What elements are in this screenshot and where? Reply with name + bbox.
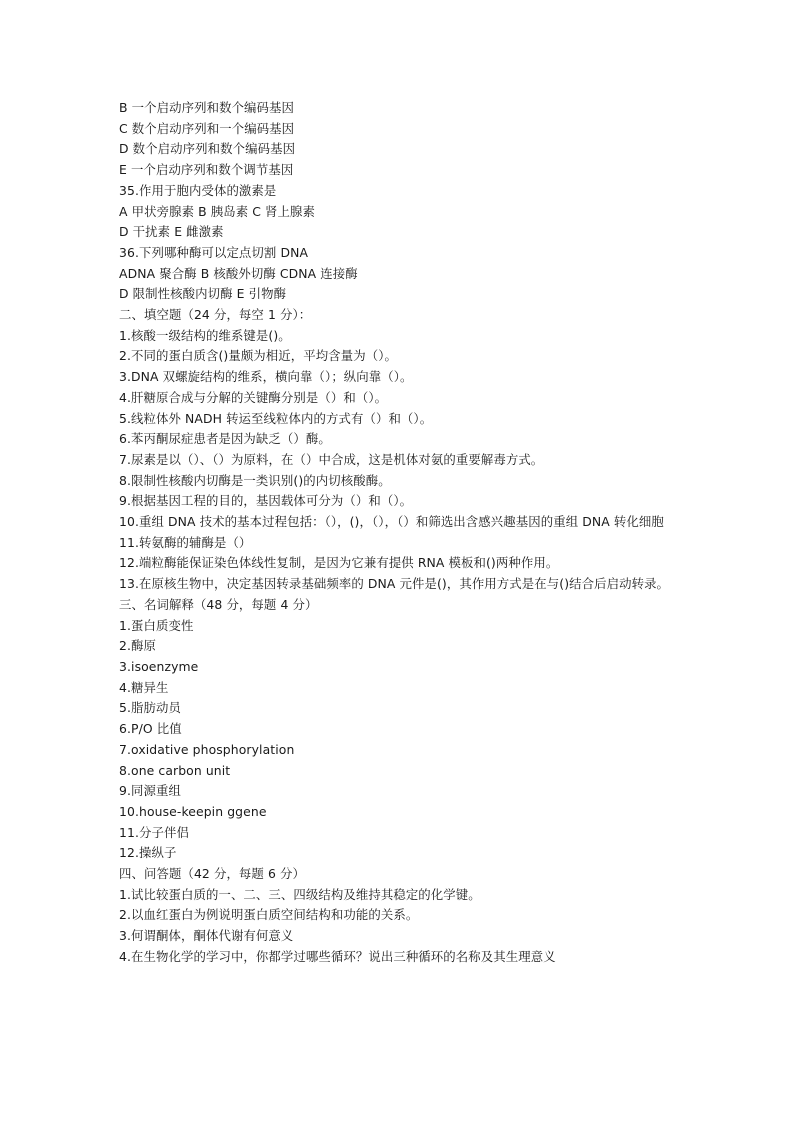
fill-item-7: 7.尿素是以（）、（）为原料，在（）中合成，这是机体对氨的重要解毒方式。 bbox=[119, 451, 544, 467]
term-item-4: 4.糖异生 bbox=[119, 679, 169, 695]
question-35-options-2: D 干扰素 E 雌激素 bbox=[119, 224, 224, 240]
section-2-heading: 二、填空题（24 分，每空 1 分）： bbox=[119, 307, 312, 323]
option-d: D 数个启动序列和数个编码基因 bbox=[119, 141, 296, 157]
essay-item-3: 3.何谓酮体，酮体代谢有何意义 bbox=[119, 928, 294, 944]
question-36-stem: 36.下列哪种酶可以定点切割 DNA bbox=[119, 244, 309, 260]
question-35-stem: 35.作用于胞内受体的激素是 bbox=[119, 182, 277, 198]
fill-item-4: 4.肝糖原合成与分解的关键酶分别是（）和（）。 bbox=[119, 389, 388, 405]
term-item-11: 11.分子伴侣 bbox=[119, 824, 189, 840]
term-item-3: 3.isoenzyme bbox=[119, 658, 199, 674]
question-36-options-1: ADNA 聚合酶 B 核酸外切酶 CDNA 连接酶 bbox=[119, 265, 358, 281]
section-4-heading: 四、问答题（42 分，每题 6 分） bbox=[119, 866, 305, 882]
fill-item-5: 5.线粒体外 NADH 转运至线粒体内的方式有（）和（）。 bbox=[119, 410, 433, 426]
fill-item-2: 2.不同的蛋白质含()量颇为相近，平均含量为（）。 bbox=[119, 348, 397, 364]
section-3-heading: 三、名词解释（48 分，每题 4 分） bbox=[119, 596, 318, 612]
term-item-8: 8.one carbon unit bbox=[119, 762, 231, 778]
fill-item-8: 8.限制性核酸内切酶是一类识别()的内切核酸酶。 bbox=[119, 472, 391, 488]
question-36-options-2: D 限制性核酸内切酶 E 引物酶 bbox=[119, 286, 287, 302]
essay-item-2: 2.以血红蛋白为例说明蛋白质空间结构和功能的关系。 bbox=[119, 907, 419, 923]
term-item-9: 9.同源重组 bbox=[119, 783, 181, 799]
fill-item-12: 12.端粒酶能保证染色体线性复制，是因为它兼有提供 RNA 模板和()两种作用。 bbox=[119, 555, 559, 571]
term-item-5: 5.脂肪动员 bbox=[119, 700, 181, 716]
term-item-12: 12.操纵子 bbox=[119, 845, 177, 861]
term-item-2: 2.酶原 bbox=[119, 638, 157, 654]
option-b: B 一个启动序列和数个编码基因 bbox=[119, 100, 295, 115]
fill-item-11: 11.转氨酶的辅酶是（） bbox=[119, 534, 252, 550]
essay-item-1: 1.试比较蛋白质的一、二、三、四级结构及维持其稳定的化学键。 bbox=[119, 886, 481, 902]
term-item-6: 6.P/O 比值 bbox=[119, 721, 182, 737]
option-e: E 一个启动序列和数个调节基因 bbox=[119, 162, 294, 178]
fill-item-9: 9.根据基因工程的目的，基因载体可分为（）和（）。 bbox=[119, 493, 413, 509]
exam-page bbox=[119, 98, 679, 968]
fill-item-1: 1.核酸一级结构的维系键是()。 bbox=[119, 327, 291, 343]
option-c: C 数个启动序列和一个编码基因 bbox=[119, 120, 295, 136]
fill-item-3: 3.DNA 双螺旋结构的维系，横向靠（）；纵向靠（）。 bbox=[119, 369, 413, 385]
fill-item-10: 10.重组 DNA 技术的基本过程包括：（），()，（），（）和筛选出含感兴趣基因的重组 DNA 转化细胞 bbox=[119, 514, 664, 530]
term-item-10: 10.house-keepin ggene bbox=[119, 803, 267, 819]
question-35-options-1: A 甲状旁腺素 B 胰岛素 C 肾上腺素 bbox=[119, 203, 316, 219]
term-item-7: 7.oxidative phosphorylation bbox=[119, 741, 295, 757]
term-item-1: 1.蛋白质变性 bbox=[119, 617, 194, 633]
fill-item-6: 6.苯丙酮尿症患者是因为缺乏（）酶。 bbox=[119, 431, 331, 447]
fill-item-13: 13.在原核生物中，决定基因转录基础频率的 DNA 元件是()，其作用方式是在与()结合后启动转录。 bbox=[119, 576, 670, 592]
essay-item-4: 4.在生物化学的学习中，你都学过哪些循环？说出三种循环的名称及其生理意义 bbox=[119, 948, 556, 964]
